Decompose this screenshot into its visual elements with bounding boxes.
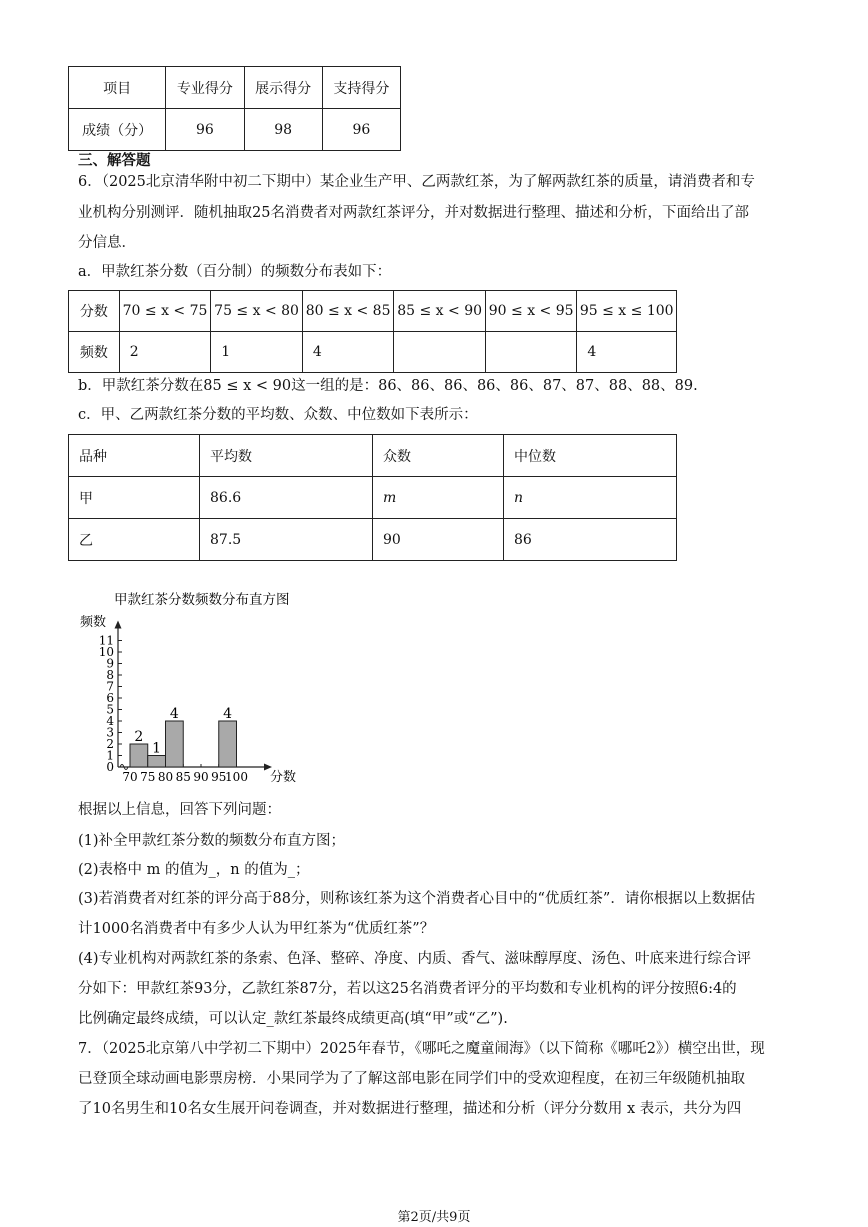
score-value-cell: 98 [244,109,322,151]
x-tick-label: 90 [193,770,209,784]
q6-sub-question: (4)专业机构对两款红茶的条索、色泽、整碎、净度、内质、香气、滋味醇厚度、汤色、叶底来进行综合评 [78,951,752,967]
freq-table [68,290,677,373]
q6-sub-question: 计1000名消费者中有多少人认为甲红茶为“优质红茶”？ [78,921,435,937]
y-tick-label: 8 [106,668,114,682]
freq-interval-cell: 70 ≤ x < 75 [119,291,211,332]
y-tick-label: 7 [106,679,114,694]
stat-cell: 86 [504,519,677,561]
freq-count-cell: 2 [119,332,211,373]
chart-xlabel: 分数 [270,770,297,785]
score-value-cell: 96 [322,109,400,151]
stat-cell: n [504,477,677,519]
bar-value-label: 4 [223,706,233,722]
y-tick-label: 5 [106,702,114,717]
score-row-label: 成绩（分） [69,109,166,151]
y-tick-label: 4 [106,714,114,728]
score-header-cell: 专业得分 [166,67,244,109]
stat-cell: 87.5 [200,519,373,561]
score-header-cell: 展示得分 [244,67,322,109]
x-tick-label: 70 [122,770,138,784]
freq-interval-cell: 75 ≤ x < 80 [211,291,303,332]
stat-cell: m [373,477,504,519]
freq-row-label: 分数 [69,291,120,332]
stat-cell: 乙 [69,519,200,561]
y-tick-label: 9 [106,656,114,671]
x-tick-label: 80 [157,770,174,784]
stat-header-cell: 平均数 [200,435,373,477]
histogram-bar [219,721,237,767]
section-title: 三、解答题 [78,152,151,169]
x-tick-label: 100 [225,770,248,784]
freq-row-label: 频数 [69,332,120,373]
y-tick-label: 11 [98,633,114,648]
q6-intro-line: 业机构分别测评．随机抽取25名消费者对两款红茶评分，并对数据进行整理、描述和分析，下面给出了部 [78,205,749,221]
stat-cell: 90 [373,519,504,561]
freq-count-cell: 4 [577,332,677,373]
histogram-chart [70,585,320,790]
q6-sub-question: (1)补全甲款红茶分数的频数分布直方图； [78,833,346,849]
freq-count-cell: 4 [302,332,394,373]
freq-interval-cell: 80 ≤ x < 85 [302,291,394,332]
page-footer: 第2页/共9页 [397,1210,471,1225]
score-header-cell: 支持得分 [322,67,400,109]
stat-header-cell: 众数 [373,435,504,477]
histogram-bar [130,744,148,767]
q6-sub-question: 比例确定最终成绩，可以认定_款红茶最终成绩更高(填“甲”或“乙”). [78,1011,508,1027]
q6-sub-question: (2)表格中 m 的值为_，n 的值为_； [78,862,310,878]
y-tick-label: 10 [98,645,114,659]
q6-a-line: a．甲款红茶分数（百分制）的频数分布表如下： [78,264,392,280]
q7-line: 已登顶全球动画电影票房榜．小果同学为了了解这部电影在同学们中的受欢迎程度，在初三年级随机抽取 [78,1071,745,1087]
freq-interval-cell: 90 ≤ x < 95 [485,291,577,332]
q6-sub-question: (3)若消费者对红茶的评分高于88分，则称该红茶为这个消费者心目中的“优质红茶”．请你根据以上数据估 [78,891,756,907]
x-tick-label: 85 [175,770,191,784]
freq-interval-cell: 85 ≤ x < 90 [394,291,486,332]
stat-table [68,434,677,561]
bar-value-label: 2 [134,729,144,745]
q6-intro-line: 6．（2025北京清华附中初二下期中）某企业生产甲、乙两款红茶，为了解两款红茶的质量，请消费者和专 [78,174,755,190]
x-tick-label: 95 [211,770,227,784]
stat-cell: 甲 [69,477,200,519]
score-table [68,66,401,151]
freq-count-cell: 1 [211,332,303,373]
bar-value-label: 1 [152,740,162,757]
score-header-cell: 项目 [69,67,166,109]
bar-value-label: 4 [169,706,179,722]
q6-b-line: b．甲款红茶分数在85 ≤ x < 90这一组的是：86、86、86、86、86、87、87、88、88、89. [78,378,698,394]
histogram-bar [148,756,166,768]
x-tick-label: 75 [140,770,156,784]
freq-interval-cell: 95 ≤ x ≤ 100 [577,291,677,332]
stat-header-cell: 品种 [69,435,200,477]
y-tick-label: 1 [106,748,114,763]
q6-sub-question: 分如下：甲款红茶93分，乙款红茶87分，若以这25名消费者评分的平均数和专业机构的评分按照6:4的 [78,981,737,997]
chart-title: 甲款红茶分数频数分布直方图 [114,592,290,608]
score-value-cell: 96 [166,109,244,151]
stat-header-cell: 中位数 [504,435,677,477]
freq-count-cell [394,332,486,373]
q6-c-line: c．甲、乙两款红茶分数的平均数、众数、中位数如下表所示： [78,407,478,423]
y-tick-label: 3 [106,725,114,740]
q6-intro-line: 分信息． [78,235,136,251]
q7-line: 了10名男生和10名女生展开问卷调查，并对数据进行整理，描述和分析（评分分数用 x 表示，共分为四 [78,1101,742,1117]
freq-count-cell [485,332,577,373]
histogram-bar [166,721,184,767]
chart-ylabel: 频数 [80,615,107,630]
stat-cell: 86.6 [200,477,373,519]
y-tick-label: 0 [106,760,114,774]
y-axis-arrow [115,621,122,629]
y-tick-label: 2 [106,737,114,751]
y-tick-label: 6 [106,691,114,705]
q6-answer-intro: 根据以上信息，回答下列问题： [78,802,281,818]
q7-line: 7．（2025北京第八中学初二下期中）2025年春节，《哪吒之魔童闹海》（以下简称《哪吒2》）横空出世，现 [78,1041,765,1057]
